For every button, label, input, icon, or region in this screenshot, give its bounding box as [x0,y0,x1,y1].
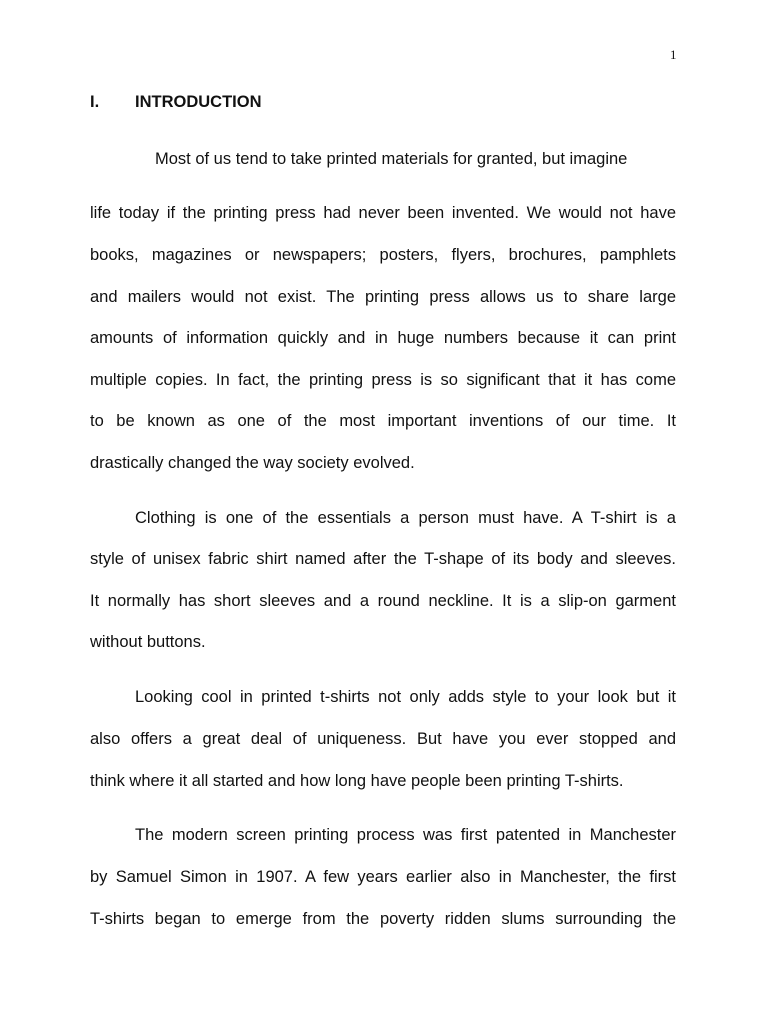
paragraph-line: style of unisex fabric shirt named after the T-shape of its body and sleeves. [90,550,676,568]
paragraph-line: drastically changed the way society evolved. [90,454,415,472]
paragraph-line: by Samuel Simon in 1907. A few years earlier also in Manchester, the first [90,868,676,886]
paragraph-line: Clothing is one of the essentials a person must have. A T-shirt is a [135,509,676,527]
section-number: I. [90,93,100,111]
paragraph-line: It normally has short sleeves and a round neckline. It is a slip-on garment [90,592,676,610]
paragraph-line: to be known as one of the most important inventions of our time. It [90,412,676,430]
paragraph-line: Looking cool in printed t-shirts not only adds style to your look but it [135,688,676,706]
paragraph-line: think where it all started and how long have people been printing T-shirts. [90,772,624,790]
paragraph-line: T-shirts began to emerge from the poverty ridden slums surrounding the [90,910,676,928]
section-title: INTRODUCTION [135,93,262,111]
paragraph-line: The modern screen printing process was first patented in Manchester [135,826,676,844]
paragraph-line: also offers a great deal of uniqueness. But have you ever stopped and [90,730,676,748]
paragraph-line: amounts of information quickly and in huge numbers because it can print [90,329,676,347]
page-number: 1 [670,47,677,62]
paragraph-line: without buttons. [90,633,206,651]
paragraph-line: Most of us tend to take printed materials for granted, but imagine [155,150,628,168]
paragraph-line: books, magazines or newspapers; posters, flyers, brochures, pamphlets [90,246,676,264]
paragraph-line: life today if the printing press had never been invented. We would not have [90,204,676,222]
paragraph-line: multiple copies. In fact, the printing press is so significant that it has come [90,371,676,389]
paragraph-line: and mailers would not exist. The printing press allows us to share large [90,288,676,306]
section-heading [90,93,262,112]
